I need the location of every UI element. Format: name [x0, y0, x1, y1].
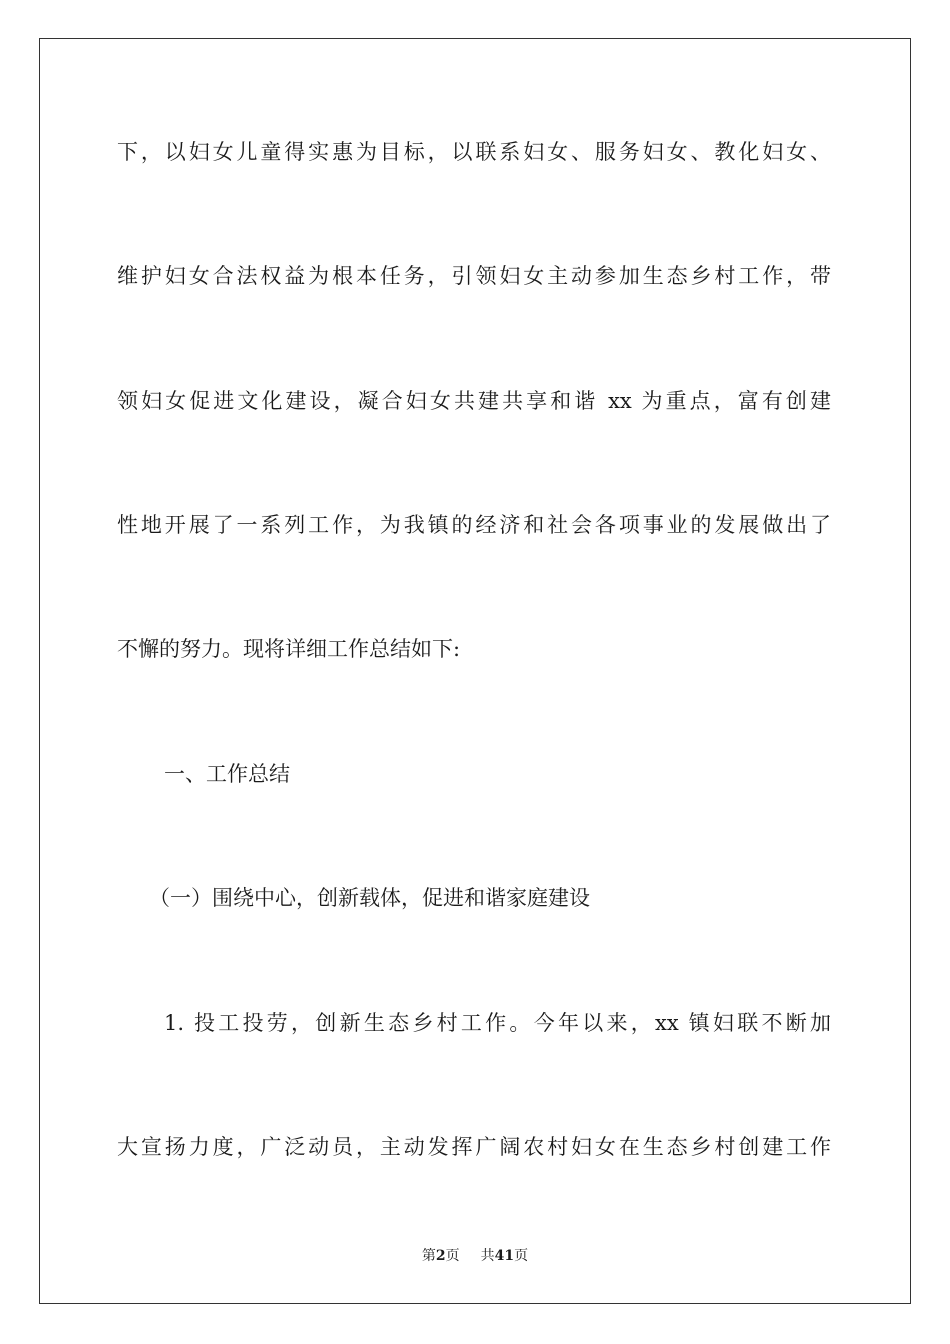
- footer-page-prefix: 第: [421, 1248, 436, 1264]
- footer-page-current: 2: [435, 1248, 446, 1264]
- section-heading: 一、工作总结: [164, 762, 290, 786]
- subsection-heading: （一）围绕中心，创新载体，促进和谐家庭建设: [149, 886, 590, 910]
- page-border: [39, 38, 911, 1304]
- footer-total-unit: 页: [514, 1248, 529, 1264]
- page-footer: [0, 1246, 950, 1266]
- body-line-8: 1. 投工投劳，创新生态乡村工作。今年以来，xx 镇妇联不断加: [164, 1011, 831, 1035]
- footer-page-unit: 页: [445, 1248, 460, 1264]
- body-line-9: 大宣扬力度，广泛动员，主动发挥广阔农村妇女在生态乡村创建工作: [117, 1135, 831, 1159]
- body-line-4: 性地开展了一系列工作，为我镇的经济和社会各项事业的发展做出了: [117, 513, 831, 537]
- body-line-1: 下，以妇女儿童得实惠为目标，以联系妇女、服务妇女、教化妇女、: [117, 140, 831, 164]
- footer-page-total: 41: [494, 1248, 515, 1264]
- body-line-2: 维护妇女合法权益为根本任务，引领妇女主动参加生态乡村工作，带: [117, 264, 831, 288]
- body-line-3: 领妇女促进文化建设，凝合妇女共建共享和谐 xx 为重点，富有创建: [117, 389, 831, 413]
- body-line-5: 不懈的努力。现将详细工作总结如下:: [117, 637, 461, 661]
- footer-total-prefix: 共: [480, 1248, 495, 1264]
